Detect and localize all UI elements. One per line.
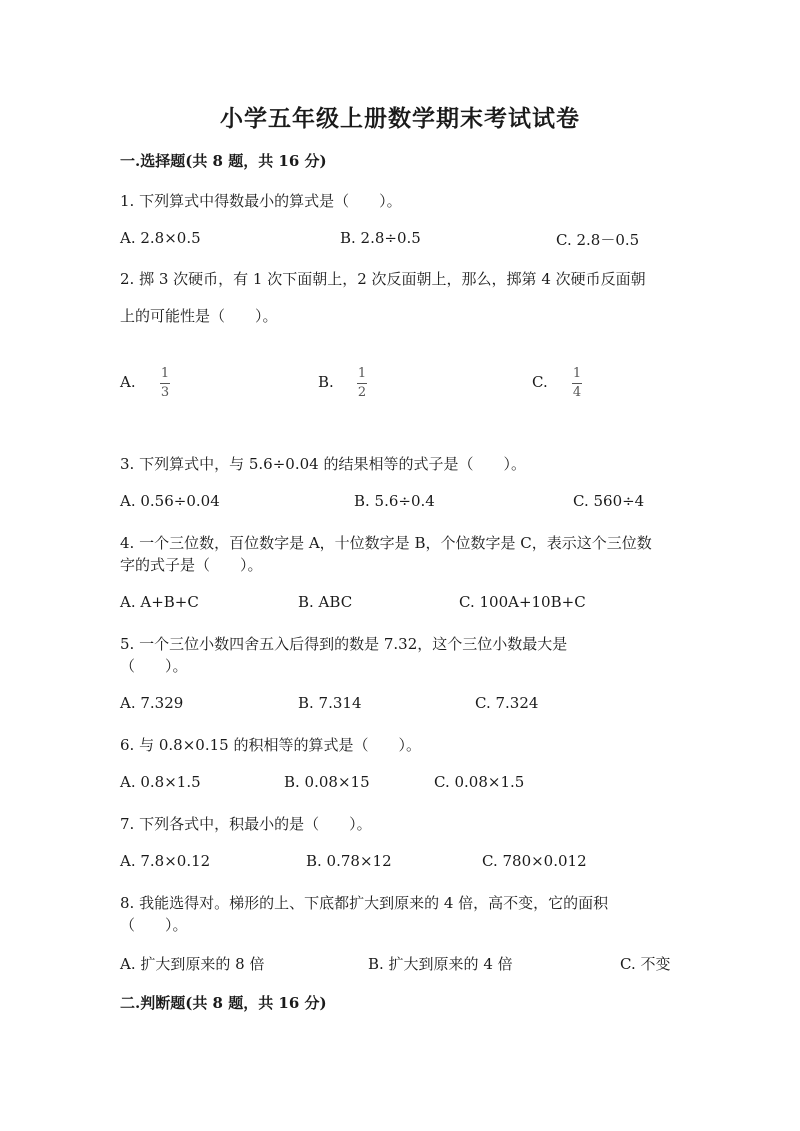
question-2-option-c-fraction	[572, 367, 582, 400]
question-3-option-b: B. 5.6÷0.4	[354, 492, 435, 510]
section-heading-choice: 一.选择题(共 8 题，共 16 分)	[120, 152, 327, 170]
question-2-option-c: C.	[532, 373, 548, 391]
question-2-option-a: A.	[120, 373, 136, 391]
question-5-option-a: A. 7.329	[120, 694, 184, 712]
question-8-option-a: A. 扩大到原来的 8 倍	[120, 955, 265, 973]
question-4-option-b: B. ABC	[298, 593, 353, 611]
question-1-text: 1. 下列算式中得数最小的算式是（ ）。	[120, 192, 402, 210]
question-3-option-c: C. 560÷4	[573, 492, 645, 510]
question-8-text-line-2: （ ）。	[120, 916, 188, 934]
question-7-option-b: B. 0.78×12	[306, 852, 392, 870]
question-6-text: 6. 与 0.8×0.15 的积相等的算式是（ ）。	[120, 736, 421, 754]
question-1-option-c: C. 2.8－0.5	[556, 231, 640, 249]
fraction-bar	[160, 383, 170, 384]
question-6-option-b: B. 0.08×15	[284, 773, 370, 791]
question-7-option-a: A. 7.8×0.12	[120, 852, 211, 870]
fraction-denominator: 3	[160, 385, 170, 400]
fraction-bar	[572, 383, 582, 384]
question-6-option-a: A. 0.8×1.5	[120, 773, 201, 791]
question-5-option-b: B. 7.314	[298, 694, 362, 712]
question-5-option-c: C. 7.324	[475, 694, 539, 712]
page-title: 小学五年级上册数学期末考试试卷	[220, 105, 580, 132]
question-2-option-b: B.	[318, 373, 334, 391]
fraction-bar	[357, 383, 367, 384]
question-4-text-line-1: 4. 一个三位数，百位数字是 A，十位数字是 B，个位数字是 C，表示这个三位数	[120, 534, 652, 552]
question-5-text-line-2: （ ）。	[120, 657, 188, 675]
fraction-denominator: 2	[357, 385, 367, 400]
question-1-option-b: B. 2.8÷0.5	[340, 229, 421, 247]
question-5-text-line-1: 5. 一个三位小数四舍五入后得到的数是 7.32，这个三位小数最大是	[120, 635, 568, 653]
fraction-numerator: 1	[357, 366, 367, 381]
question-2-text-line-1: 2. 掷 3 次硬币，有 1 次下面朝上，2 次反面朝上，那么，掷第 4 次硬币反面朝	[120, 270, 646, 288]
question-3-option-a: A. 0.56÷0.04	[120, 492, 220, 510]
question-4-option-c: C. 100A+10B+C	[459, 593, 586, 611]
question-8-text-line-1: 8. 我能选得对。梯形的上、下底都扩大到原来的 4 倍，高不变，它的面积	[120, 894, 609, 912]
question-4-option-a: A. A+B+C	[120, 593, 199, 611]
question-8-option-c: C. 不变	[620, 955, 671, 973]
question-4-text-line-2: 字的式子是（ ）。	[120, 556, 263, 574]
fraction-numerator: 1	[160, 366, 170, 381]
question-6-option-c: C. 0.08×1.5	[434, 773, 525, 791]
question-7-text: 7. 下列各式中，积最小的是（ ）。	[120, 815, 372, 833]
question-8-option-b: B. 扩大到原来的 4 倍	[368, 955, 513, 973]
question-2-option-b-fraction	[357, 367, 367, 400]
question-2-option-a-fraction	[160, 367, 170, 400]
question-7-option-c: C. 780×0.012	[482, 852, 587, 870]
question-2-text-line-2: 上的可能性是（ ）。	[120, 307, 278, 325]
question-1-option-a: A. 2.8×0.5	[120, 229, 201, 247]
section-heading-judgement: 二.判断题(共 8 题，共 16 分)	[120, 994, 327, 1012]
fraction-numerator: 1	[572, 366, 582, 381]
question-3-text: 3. 下列算式中，与 5.6÷0.04 的结果相等的式子是（ ）。	[120, 455, 526, 473]
fraction-denominator: 4	[572, 385, 582, 400]
